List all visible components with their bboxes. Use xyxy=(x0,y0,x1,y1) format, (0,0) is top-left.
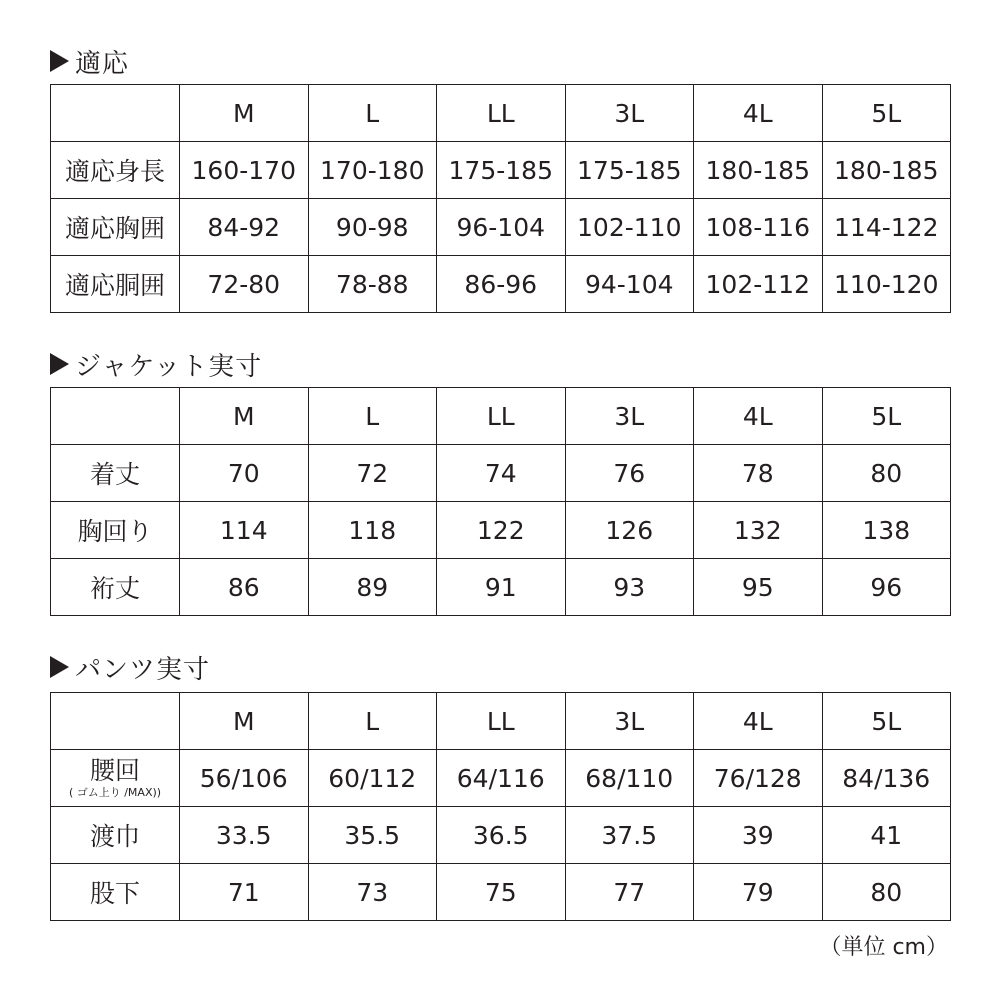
size-header: 4L xyxy=(694,388,823,445)
table-row xyxy=(51,502,951,559)
table-cell: 93 xyxy=(565,559,694,616)
table-cell: 180-185 xyxy=(694,142,823,199)
size-header: M xyxy=(180,85,309,142)
row-label-main: 腰回 xyxy=(89,755,140,785)
table-cell: 160-170 xyxy=(180,142,309,199)
table-cell: 72 xyxy=(308,445,437,502)
table-cell: 132 xyxy=(694,502,823,559)
table-cell: 76 xyxy=(565,445,694,502)
table-cell: 39 xyxy=(694,807,823,864)
size-header: L xyxy=(308,693,437,750)
table-cell: 78-88 xyxy=(308,256,437,313)
table-header-row xyxy=(51,85,951,142)
table-row xyxy=(51,559,951,616)
table-cell: 89 xyxy=(308,559,437,616)
table-cell: 91 xyxy=(437,559,566,616)
size-header: 4L xyxy=(694,85,823,142)
size-header: LL xyxy=(437,388,566,445)
size-header: L xyxy=(308,85,437,142)
table-cell: 37.5 xyxy=(565,807,694,864)
triangle-marker-icon xyxy=(50,50,69,72)
table-cell: 76/128 xyxy=(694,750,823,807)
table-header-row xyxy=(51,693,951,750)
size-header: 5L xyxy=(822,693,951,750)
table-row xyxy=(51,750,951,807)
size-header: 3L xyxy=(565,693,694,750)
section-title-text: パンツ実寸 xyxy=(75,654,211,685)
jacket-size-table xyxy=(50,387,951,616)
size-header: 3L xyxy=(565,85,694,142)
table-row xyxy=(51,199,951,256)
table-cell: 80 xyxy=(822,445,951,502)
table-cell: 70 xyxy=(180,445,309,502)
table-cell: 60/112 xyxy=(308,750,437,807)
table-cell: 94-104 xyxy=(565,256,694,313)
size-header: M xyxy=(180,693,309,750)
table-row xyxy=(51,807,951,864)
table-cell: 175-185 xyxy=(437,142,566,199)
row-label: 適応身長 xyxy=(51,142,180,199)
table-row xyxy=(51,445,951,502)
row-label: 渡巾 xyxy=(51,807,180,864)
row-label: 適応胸囲 xyxy=(51,199,180,256)
row-label-note: ( ゴム上り /MAX)) xyxy=(68,785,162,799)
row-label: 股下 xyxy=(51,864,180,921)
table-cell: 86-96 xyxy=(437,256,566,313)
table-cell: 138 xyxy=(822,502,951,559)
row-label: 適応胴囲 xyxy=(51,256,180,313)
table-cell: 79 xyxy=(694,864,823,921)
corner-cell xyxy=(51,388,180,445)
triangle-marker-icon xyxy=(50,656,69,678)
table-cell: 84/136 xyxy=(822,750,951,807)
table-header-row xyxy=(51,388,951,445)
table-cell: 73 xyxy=(308,864,437,921)
table-cell: 126 xyxy=(565,502,694,559)
section-title-pants xyxy=(50,649,210,685)
section-title-text: 適応 xyxy=(75,48,130,79)
table-cell: 41 xyxy=(822,807,951,864)
table-cell: 33.5 xyxy=(180,807,309,864)
size-header: 5L xyxy=(822,85,951,142)
corner-cell xyxy=(51,85,180,142)
table-cell: 102-112 xyxy=(694,256,823,313)
table-cell: 68/110 xyxy=(565,750,694,807)
table-cell: 180-185 xyxy=(822,142,951,199)
table-cell: 64/116 xyxy=(437,750,566,807)
corner-cell xyxy=(51,693,180,750)
table-cell: 122 xyxy=(437,502,566,559)
row-label: 裄丈 xyxy=(51,559,180,616)
table-cell: 86 xyxy=(180,559,309,616)
row-label: 胸回り xyxy=(51,502,180,559)
table-cell: 77 xyxy=(565,864,694,921)
size-header: M xyxy=(180,388,309,445)
size-header: 4L xyxy=(694,693,823,750)
table-cell: 96-104 xyxy=(437,199,566,256)
section-title-text: ジャケット実寸 xyxy=(75,351,263,382)
table-cell: 114 xyxy=(180,502,309,559)
table-row xyxy=(51,142,951,199)
fit-size-table xyxy=(50,84,951,313)
table-cell: 110-120 xyxy=(822,256,951,313)
table-cell: 114-122 xyxy=(822,199,951,256)
table-cell: 175-185 xyxy=(565,142,694,199)
section-title-fit xyxy=(50,43,129,79)
table-cell: 72-80 xyxy=(180,256,309,313)
size-header: LL xyxy=(437,693,566,750)
size-header: 5L xyxy=(822,388,951,445)
table-cell: 108-116 xyxy=(694,199,823,256)
size-header: L xyxy=(308,388,437,445)
table-cell: 78 xyxy=(694,445,823,502)
table-cell: 95 xyxy=(694,559,823,616)
table-row xyxy=(51,864,951,921)
section-title-jacket xyxy=(50,346,262,382)
size-header: 3L xyxy=(565,388,694,445)
table-cell: 35.5 xyxy=(308,807,437,864)
table-row xyxy=(51,256,951,313)
table-cell: 36.5 xyxy=(437,807,566,864)
table-cell: 90-98 xyxy=(308,199,437,256)
pants-size-table xyxy=(50,692,951,921)
table-cell: 96 xyxy=(822,559,951,616)
table-cell: 71 xyxy=(180,864,309,921)
unit-note: （単位 cm） xyxy=(819,935,948,960)
table-cell: 170-180 xyxy=(308,142,437,199)
table-cell: 80 xyxy=(822,864,951,921)
row-label: 着丈 xyxy=(51,445,180,502)
table-cell: 84-92 xyxy=(180,199,309,256)
table-cell: 74 xyxy=(437,445,566,502)
size-header: LL xyxy=(437,85,566,142)
table-cell: 56/106 xyxy=(180,750,309,807)
triangle-marker-icon xyxy=(50,353,69,375)
table-cell: 102-110 xyxy=(565,199,694,256)
table-cell: 118 xyxy=(308,502,437,559)
row-label xyxy=(51,750,180,807)
table-cell: 75 xyxy=(437,864,566,921)
